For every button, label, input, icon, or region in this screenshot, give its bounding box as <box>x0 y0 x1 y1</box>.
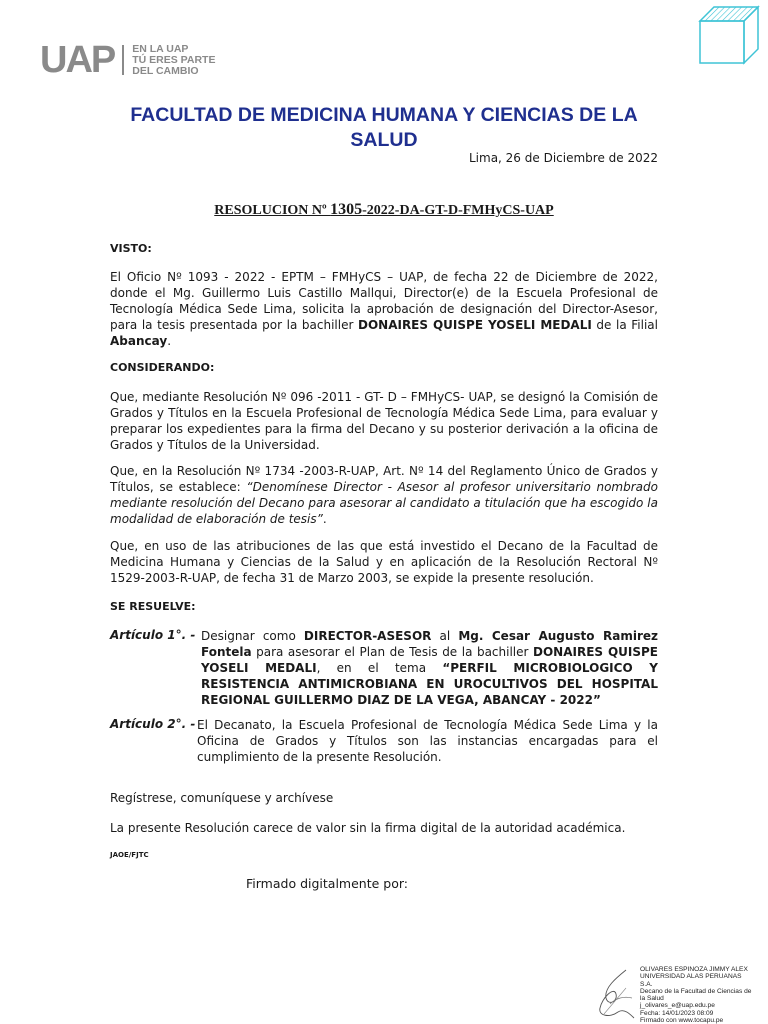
signature-line: OLIVARES ESPINOZA JIMMY ALEX <box>640 966 748 973</box>
handwritten-signature-icon <box>596 968 638 1020</box>
resolution-num: 1305 <box>330 201 363 218</box>
thesis-topic: “PERFIL MICROBIOLOGICO Y RESISTENCIA ANTIMICROBIANA EN UROCULTIVOS DEL HOSPITAL REGIONAL GUILLERMO DIAZ DE LA VEGA, ABANCAY - 2022” <box>201 661 658 707</box>
article-text: al <box>431 629 459 643</box>
regulation-quote: “Denomínese Director - Asesor al profesor universitario nombrado mediante resolución del Decano para asesorar al candidato a titulación que ha escogido la modalidad de elaboración de tesis” <box>110 480 658 526</box>
visto-paragraph <box>110 269 658 349</box>
logo-tagline <box>132 44 215 77</box>
cube-decoration-icon <box>698 5 760 65</box>
tagline-line: DEL CAMBIO <box>132 64 199 77</box>
signature-line: Firmado con www.tocapu.pe <box>640 1017 724 1024</box>
signature-line: la Salud <box>640 995 664 1003</box>
visto-text: El Oficio Nº 1093 - 2022 - EPTM – FMHyCS – UAP, de fecha 22 de Diciembre de 2022, donde el Mg. Guillermo Luis Castillo Mallqui, Director(e) de la Escuela Profesional de Tecnología Médica Sede Lima, solicita la aprobación de designación del Director-Asesor, para la tesis presentada por la bachiller <box>110 270 658 332</box>
document-date: Lima, 26 de Diciembre de 2022 <box>468 151 658 165</box>
article-2-label: Artículo 2°. - <box>110 717 196 731</box>
considerando-text: . <box>322 512 327 526</box>
article-text: Designar como <box>201 629 304 643</box>
signature-line: Fecha: 14/01/2023 08:09 <box>640 1009 714 1017</box>
article-1-body <box>201 628 658 708</box>
uap-logo <box>40 39 216 81</box>
initials: JAOE/FJTC <box>110 851 149 859</box>
closing-line-2: La presente Resolución carece de valor sin la firma digital de la autoridad académica. <box>110 821 626 835</box>
signature-line: j_olivares_e@uap.edu.pe <box>640 1002 715 1010</box>
closing-line-1: Regístrese, comuníquese y archívese <box>110 791 334 805</box>
visto-text: . <box>167 334 172 348</box>
article-2-body: El Decanato, la Escuela Profesional de Tecnología Médica Sede Lima y la Oficina de Grados y Títulos son las instancias encargadas para el cumplimiento de la presente Resolución. <box>197 718 658 764</box>
considerando-paragraph-1: Que, mediante Resolución Nº 096 -2011 - GT- D – FMHyCS- UAP, se designó la Comisión de Grados y Títulos en la Escuela Profesional de Tecnología Médica Sede Lima, para evaluar y preparar los expedientes para la firma del Decano y su posterior derivación a la oficina de Grados y Títulos de la Universidad. <box>110 390 658 452</box>
considerando-text: Que, en la Resolución Nº 1734 -2003-R-UAP, Art. Nº 14 del Reglamento Único de Grados y Títulos, se establece: <box>110 464 658 494</box>
signature-details <box>640 966 768 1024</box>
resolution-number <box>0 201 768 219</box>
resolution-suffix: -2022-DA-GT-D-FMHyCS-UAP <box>362 203 554 218</box>
considerando-heading: CONSIDERANDO: <box>110 361 215 374</box>
visto-text: de la Filial <box>591 318 658 332</box>
signature-line: Decano de la Facultad de Ciencias de <box>640 987 752 995</box>
tagline-line: TÚ ERES PARTE <box>132 53 216 66</box>
resuelve-heading: SE RESUELVE: <box>110 600 196 613</box>
logo-divider <box>122 45 124 75</box>
considerando-paragraph-3: Que, en uso de las atribuciones de las que está investido el Decano de la Facultad de Medicina Humana y Ciencias de la Salud y en aplicación de la Resolución Rectoral Nº 1529-2003-R-UAP, de fecha 31 de Marzo 2003, se expide la presente resolución. <box>110 539 658 585</box>
tagline-line: EN LA UAP <box>132 42 189 55</box>
advisor-role: DIRECTOR-ASESOR <box>303 629 432 643</box>
signature-line: S.A. <box>640 980 653 988</box>
digital-signature-label: Firmado digitalmente por: <box>246 876 408 891</box>
article-1-label: Artículo 1°. - <box>110 628 196 642</box>
filial-name: Abancay <box>110 334 168 348</box>
signature-line: UNIVERSIDAD ALAS PERUANAS <box>640 973 742 981</box>
logo-mark: UAP <box>40 39 115 81</box>
student-name: DONAIRES QUISPE YOSELI MEDALI <box>357 318 592 332</box>
considerando-paragraph-2 <box>110 463 658 527</box>
advisor-name: Mg. Cesar Augusto Ramirez Fontela <box>201 629 658 659</box>
article-text: , en el tema <box>316 661 443 675</box>
faculty-title: FACULTAD DE MEDICINA HUMANA Y CIENCIAS DE LA SALUD <box>130 104 638 151</box>
resolution-prefix: RESOLUCION Nº <box>214 203 331 218</box>
article-text: para asesorar el Plan de Tesis de la bachiller <box>251 645 533 659</box>
student-name: DONAIRES QUISPE YOSELI MEDALI <box>201 645 658 675</box>
visto-heading: VISTO: <box>110 242 152 255</box>
